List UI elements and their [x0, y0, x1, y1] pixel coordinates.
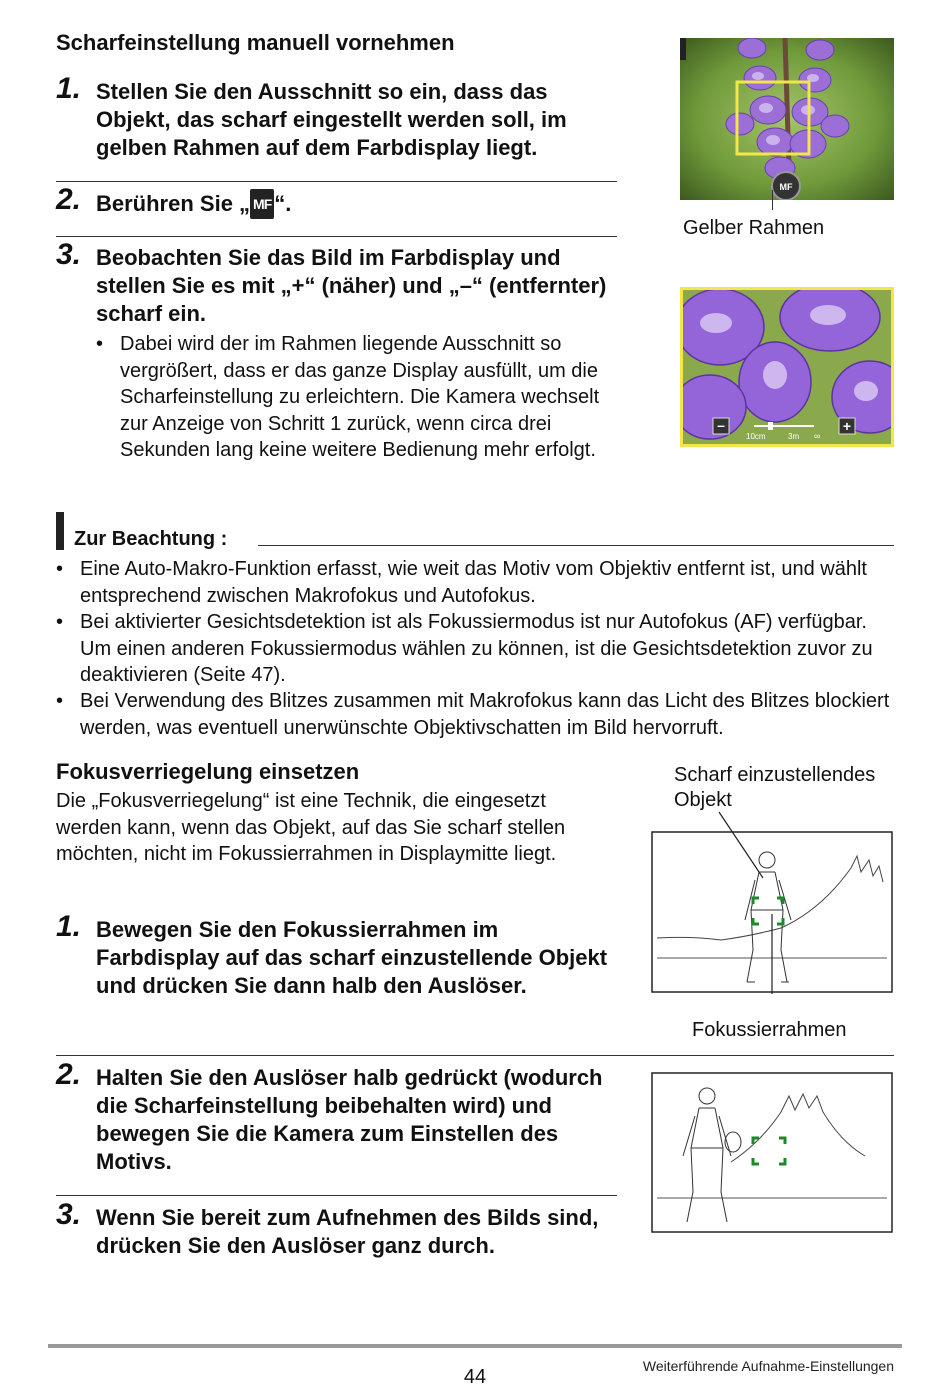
section-intro: Die „Fokusverriegelung“ ist eine Technik, die eingesetzt werden kann, wenn das Objekt, auf das Sie scharf stellen möchten, nicht im Fokussierrahmen in Displaymitte liegt. — [56, 790, 566, 865]
step-number: 3. — [56, 1198, 82, 1231]
scale-mid-label: 3m — [788, 432, 800, 441]
step-number: 1. — [56, 910, 82, 943]
mf-icon: MF — [250, 189, 274, 219]
step-number: 2. — [56, 1058, 82, 1091]
step-text — [96, 189, 616, 219]
zoom-minus-icon: – — [717, 417, 725, 433]
note-bullet: • Eine Auto-Makro-Funktion erfasst, wie weit das Motiv vom Objektiv entfernt ist, und wählt entsprechend zwischen Makrofokus und Autofokus. — [56, 558, 867, 607]
step-text: Beobachten Sie das Bild im Farbdisplay und stellen Sie es mit „+“ (näher) und „–“ (entfernter) scharf ein. — [96, 245, 607, 326]
focus-lock-sketch-2 — [651, 1072, 895, 1234]
flower-photo-yellow-frame — [680, 38, 894, 200]
note-title: Zur Beachtung : — [74, 528, 228, 550]
note-marker — [56, 512, 64, 550]
chapter-title: Weiterführende Aufnahme-Einstellungen — [642, 1358, 894, 1374]
step-text-before: Berühren Sie „ — [96, 191, 251, 216]
step-bullet: • Dabei wird der im Rahmen liegende Ausschnitt so vergrößert, dass er das ganze Display ausfüllt, um die Scharfeinstellung zu erleichtern. Die Kamera wechselt zur Anzeige von Schritt 1 zurück, wenn circa drei Sekunden lang keine weitere Bedienung mehr erfolgt. — [96, 333, 600, 461]
caption-subject: Scharf einzustellendes Objekt — [674, 764, 876, 811]
caption-leader-line — [772, 190, 773, 210]
mf-button-label: MF — [779, 182, 793, 192]
divider — [56, 1055, 894, 1056]
section-title-manual-focus: Scharfeinstellung manuell vornehmen — [56, 30, 455, 55]
flower-photo-magnified — [680, 287, 894, 447]
step-text: Halten Sie den Auslöser halb gedrückt (wodurch die Scharfeinstellung beibehalten wird) und bewegen Sie die Kamera zum Einstellen des Motivs. — [96, 1065, 603, 1174]
scale-near-label: 10cm — [746, 432, 766, 441]
step-number: 3. — [56, 238, 82, 271]
divider — [56, 1195, 617, 1196]
caption-focus-frame: Fokussierrahmen — [692, 1019, 847, 1041]
caption-yellow-frame: Gelber Rahmen — [683, 217, 825, 239]
page-number: 44 — [463, 1366, 487, 1388]
step-text: Wenn Sie bereit zum Aufnehmen des Bilds sind, drücken Sie den Auslöser ganz durch. — [96, 1205, 599, 1258]
divider — [56, 236, 617, 237]
section-title-focus-lock: Fokusverriegelung einsetzen — [56, 759, 360, 784]
step-number: 1. — [56, 72, 82, 105]
note-bullet: • Bei Verwendung des Blitzes zusammen mit Makrofokus kann das Licht des Blitzes blockiert werden, was eventuell unerwünschte Objektivschatten im Bild hervorruft. — [56, 690, 890, 739]
scale-infinity-label: ∞ — [814, 431, 821, 441]
zoom-plus-icon: + — [842, 418, 852, 434]
step-number: 2. — [56, 183, 82, 216]
note-bullet: • Bei aktivierter Gesichtsdetektion ist als Fokussiermodus ist nur Autofokus (AF) verfügbar. Um einen anderen Fokussiermodus wählen zu können, ist die Gesichtsdetektion zuvor zu deaktivieren (Seite 47). — [56, 611, 873, 686]
focus-lock-sketch-1 — [651, 810, 895, 994]
step-text: Bewegen Sie den Fokussierrahmen im Farbdisplay auf das scharf einzustellende Objekt und drücken Sie dann halb den Auslöser. — [96, 917, 608, 998]
divider — [56, 181, 617, 182]
step-text-after: “. — [274, 191, 292, 216]
step-text: Stellen Sie den Ausschnitt so ein, dass das Objekt, das scharf eingestellt werden soll, im gelben Rahmen auf dem Farbdisplay liegt. — [96, 79, 567, 160]
note-rule — [258, 545, 894, 546]
footer-rule — [48, 1344, 902, 1348]
